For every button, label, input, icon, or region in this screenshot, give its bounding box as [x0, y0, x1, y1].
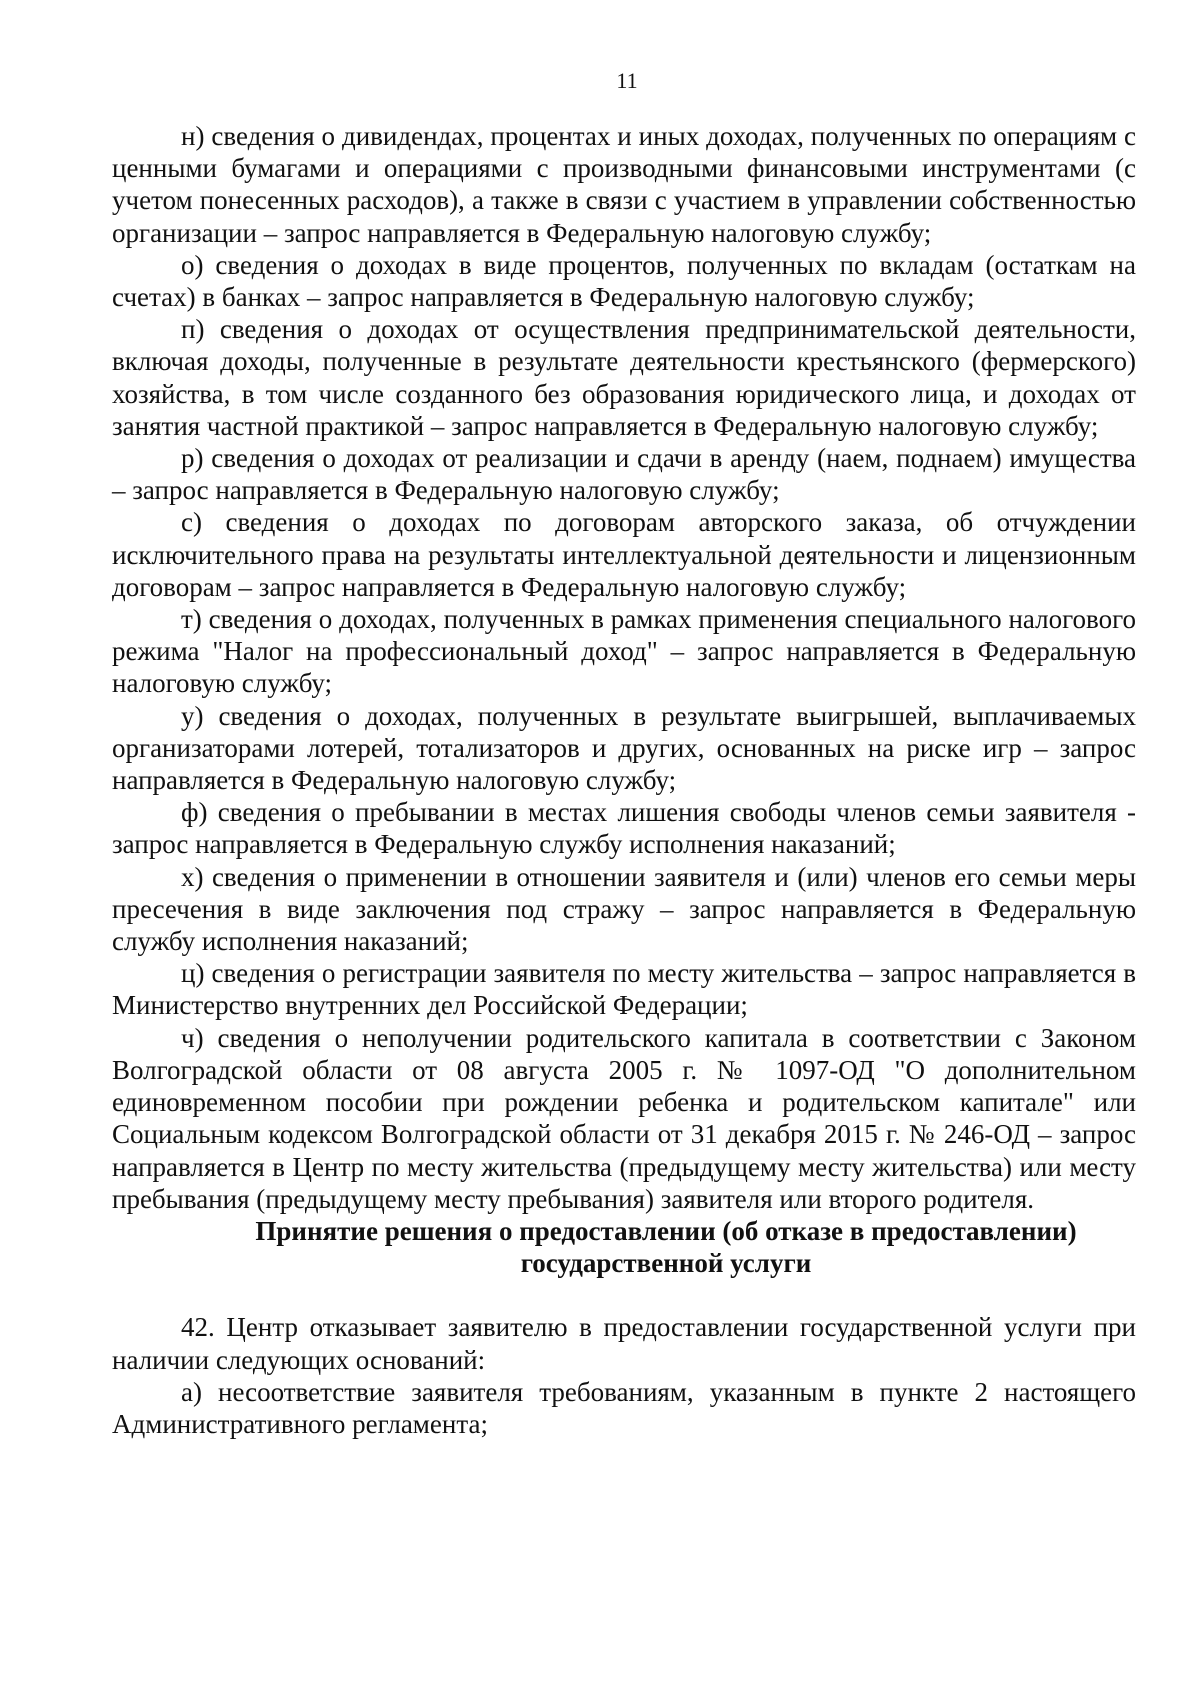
list-item-ch: ч) сведения о неполучении родительского капитала в соответствии с Законом Волгоградской области от 08 августа 2005 г. № 1097-ОД "О дополнительном единовременном пособии при рождении ребенка и родительском капитале" или Социальным кодексом Волгоградской области от 31 декабря 2015 г. № 246-ОД – запрос направляется в Центр по месту жительства (предыдущему месту жительства) или месту пребывания (предыдущему месту пребывания) заявителя или второго родителя.	[112, 1022, 1136, 1214]
list-item-p: п) сведения о доходах от осуществления предпринимательской деятельности, включая доходы, полученные в результате деятельности крестьянского (фермерского) хозяйства, в том числе созданного без образования юридического лица, и доходах от занятия частной практикой – запрос направляется в Федеральную налоговую службу;	[112, 314, 1136, 441]
section-heading	[112, 1215, 1136, 1279]
list-item-ts: ц) сведения о регистрации заявителя по месту жительства – запрос направляется в Министерство внутренних дел Российской Федерации;	[112, 958, 1136, 1021]
list-item-n: н) сведения о дивидендах, процентах и иных доходах, полученных по операциям с ценными бумагами и операциями с производными финансовыми инструментами (с учетом понесенных расходов), а также в связи с участием в управлении собственностью организации – запрос направляется в Федеральную налоговую службу;	[112, 121, 1136, 248]
document-body	[112, 120, 1136, 1440]
list-item-o: о) сведения о доходах в виде процентов, полученных по вкладам (остаткам на счетах) в банках – запрос направляется в Федеральную налоговую службу;	[112, 249, 1136, 313]
page-number: 11	[616, 68, 638, 93]
list-item-f: ф) сведения о пребывании в местах лишения свободы членов семьи заявителя - запрос направляется в Федеральную службу исполнения наказаний;	[112, 797, 1136, 860]
section-heading-line-1: Принятие решения о предоставлении (об отказе в предоставлении)	[255, 1215, 1077, 1246]
clause-42-intro: 42. Центр отказывает заявителю в предоставлении государственной услуги при наличии следующих оснований:	[112, 1312, 1136, 1375]
section-spacer	[112, 1279, 1136, 1311]
list-item-s: с) сведения о доходах по договорам авторского заказа, об отчуждении исключительного права на результаты интеллектуальной деятельности и лицензионным договорам – запрос направляется в Федеральную налоговую службу;	[112, 507, 1136, 602]
list-item-r: р) сведения о доходах от реализации и сдачи в аренду (наем, поднаем) имущества – запрос направляется в Федеральную налоговую службу;	[112, 443, 1136, 506]
clause-42-item-a: а) несоответствие заявителя требованиям, указанным в пункте 2 настоящего Административного регламента;	[112, 1376, 1136, 1439]
list-item-h: х) сведения о применении в отношении заявителя и (или) членов его семьи меры пресечения в виде заключения под стражу – запрос направляется в Федеральную службу исполнения наказаний;	[112, 861, 1136, 957]
list-item-t: т) сведения о доходах, полученных в рамках применения специального налогового режима "Налог на профессиональный доход" – запрос направляется в Федеральную налоговую службу;	[112, 604, 1136, 699]
list-item-u: у) сведения о доходах, полученных в результате выигрышей, выплачиваемых организаторами лотерей, тотализаторов и других, основанных на риске игр – запрос направляется в Федеральную налоговую службу;	[112, 700, 1136, 796]
section-heading-line-2: государственной услуги	[520, 1248, 812, 1279]
